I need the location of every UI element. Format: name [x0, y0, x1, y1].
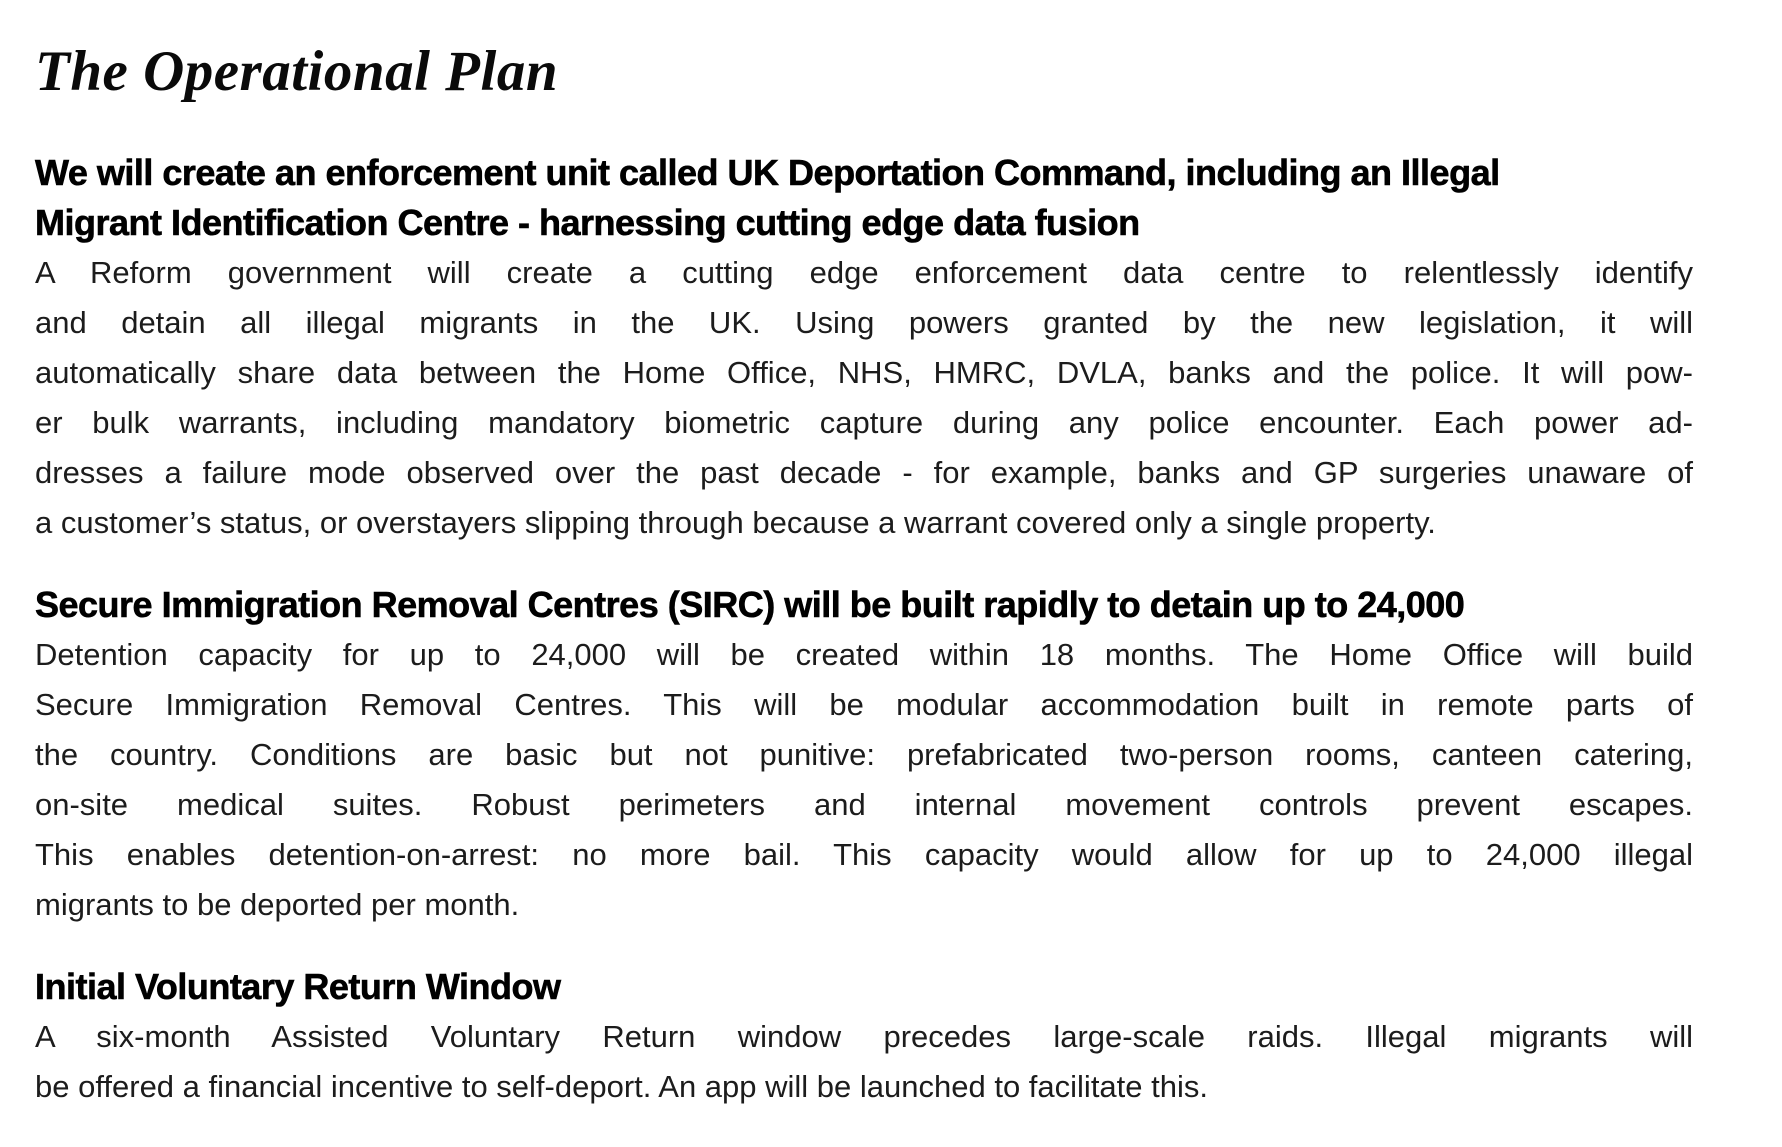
page-title: The Operational Plan — [35, 40, 559, 103]
section-heading — [35, 580, 1693, 630]
body-text-line: be offered a financial incentive to self-deport. An app will be launched to facilitate this. — [35, 1069, 1208, 1104]
body-text-line: on-site medical suites. Robust perimeters and internal movement controls prevent escapes. — [35, 787, 1693, 822]
section-heading — [35, 148, 1693, 248]
section-heading — [35, 962, 1693, 1012]
body-text-line: the country. Conditions are basic but not punitive: prefabricated two-person rooms, canteen catering, — [35, 737, 1693, 772]
content-section — [35, 148, 1693, 548]
body-text-line: a customer’s status, or overstayers slipping through because a warrant covered only a single property. — [35, 505, 1436, 540]
section-body — [35, 1012, 1693, 1112]
body-text-line: dresses a failure mode observed over the past decade - for example, banks and GP surgeries unaware of — [35, 455, 1693, 490]
body-text-line: A six-month Assisted Voluntary Return window precedes large-scale raids. Illegal migrants will — [35, 1019, 1693, 1054]
body-text-line: er bulk warrants, including mandatory biometric capture during any police encounter. Each power ad- — [35, 405, 1693, 440]
section-body — [35, 630, 1693, 930]
heading-line: We will create an enforcement unit called UK Deportation Command, including an Illegal — [35, 152, 1500, 193]
content-section — [35, 580, 1693, 930]
document-sections — [35, 148, 1693, 1112]
heading-line: Initial Voluntary Return Window — [35, 966, 561, 1007]
body-text-line: This enables detention-on-arrest: no more bail. This capacity would allow for up to 24,000 illegal — [35, 837, 1693, 872]
content-section — [35, 962, 1693, 1112]
body-text-line: Detention capacity for up to 24,000 will be created within 18 months. The Home Office will build — [35, 637, 1693, 672]
body-text-line: Secure Immigration Removal Centres. This will be modular accommodation built in remote parts of — [35, 687, 1693, 722]
body-text-line: automatically share data between the Home Office, NHS, HMRC, DVLA, banks and the police. It will pow- — [35, 355, 1693, 390]
body-text-line: A Reform government will create a cutting edge enforcement data centre to relentlessly identify — [35, 255, 1693, 290]
body-text-line: migrants to be deported per month. — [35, 887, 520, 922]
heading-line: Migrant Identification Centre - harnessing cutting edge data fusion — [35, 202, 1140, 243]
section-body — [35, 248, 1693, 548]
heading-line: Secure Immigration Removal Centres (SIRC) will be built rapidly to detain up to 24,000 — [35, 584, 1465, 625]
body-text-line: and detain all illegal migrants in the UK. Using powers granted by the new legislation, it will — [35, 305, 1693, 340]
